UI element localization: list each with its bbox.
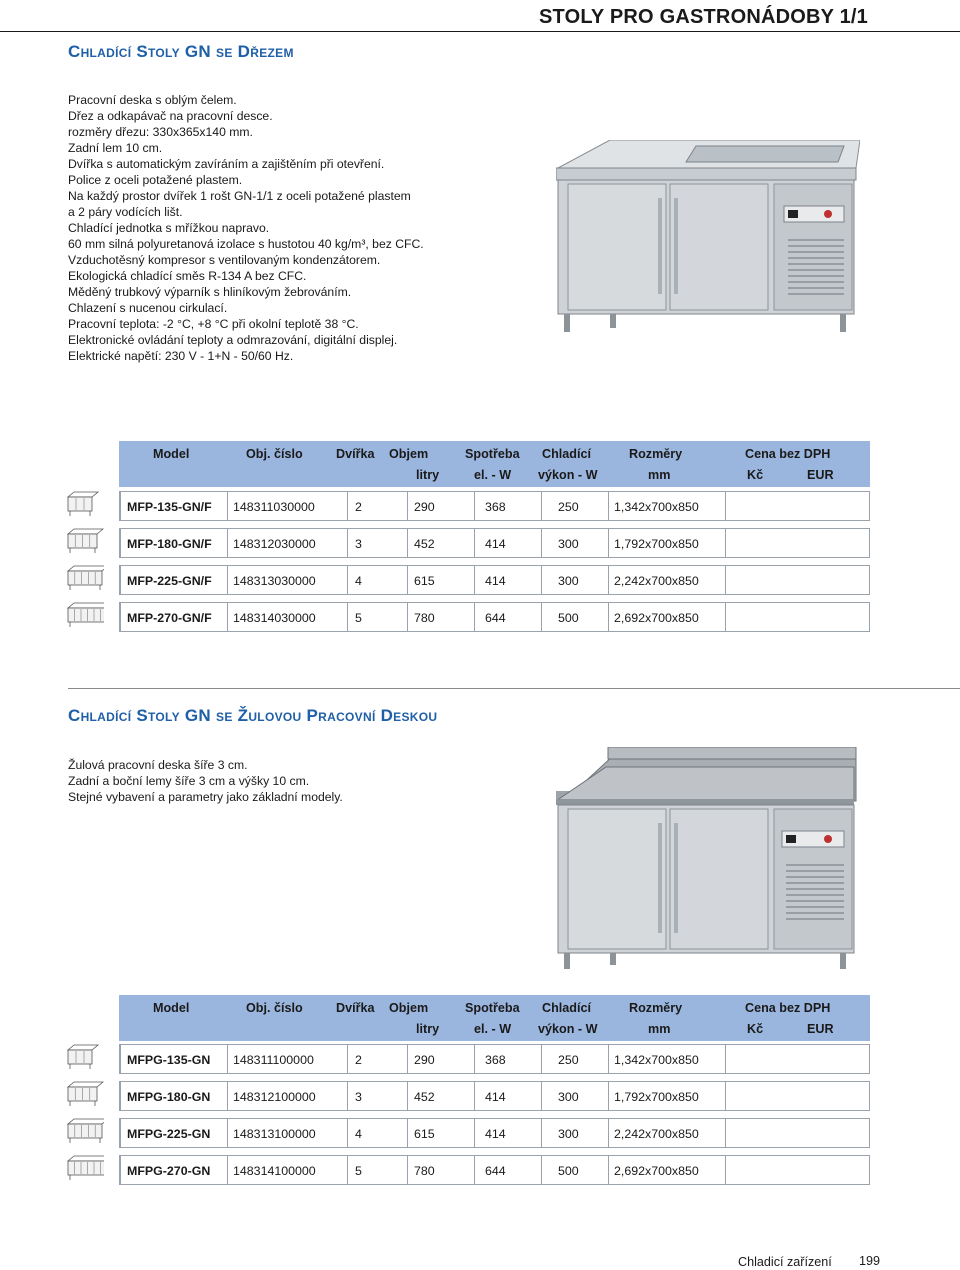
header-rule [0, 31, 960, 32]
cell-model: MFPG-225-GN [127, 1127, 211, 1141]
table-row [119, 1118, 870, 1148]
cell-divider [407, 1156, 408, 1184]
model-thumbnail-icon [66, 1116, 104, 1146]
section-divider [68, 688, 960, 689]
cell-cooling: 500 [558, 1164, 579, 1178]
column-header: Model [153, 1001, 190, 1015]
spec-line: Zadní lem 10 cm. [68, 141, 163, 155]
cell-divider [227, 566, 228, 594]
cell-divider [227, 1156, 228, 1184]
page-number: 199 [859, 1254, 881, 1268]
model-thumbnail-icon [66, 526, 104, 556]
cell-divider [608, 1082, 609, 1110]
column-header: Dvířka [336, 447, 375, 461]
cell-cooling: 300 [558, 1127, 579, 1141]
cell-model: MFP-225-GN/F [127, 574, 212, 588]
spec-line: Dvířka s automatickým zavíráním a zajištěním při otevření. [68, 157, 385, 171]
cell-model: MFP-270-GN/F [127, 611, 212, 625]
table-row [119, 565, 870, 595]
cell-divider [608, 492, 609, 520]
cell-cooling: 250 [558, 500, 579, 514]
cell-divider [227, 1045, 228, 1073]
table-row [119, 491, 870, 521]
cell-divider [227, 1082, 228, 1110]
spec-line: Chladící jednotka s mřížkou napravo. [68, 221, 270, 235]
model-thumbnail-icon [66, 1042, 104, 1072]
column-header: Rozměry [629, 1001, 683, 1015]
cell-doors: 2 [355, 1053, 362, 1067]
cell-code: 148312100000 [233, 1090, 316, 1104]
table-row [119, 602, 870, 632]
cell-divider [474, 529, 475, 557]
cell-divider [347, 1119, 348, 1147]
cell-volume: 780 [414, 1164, 435, 1178]
cell-divider [407, 566, 408, 594]
cell-dims: 2,692x700x850 [614, 1164, 699, 1178]
cell-doors: 4 [355, 1127, 362, 1141]
cell-divider [608, 1119, 609, 1147]
cell-divider [407, 603, 408, 631]
cell-divider [541, 566, 542, 594]
column-subheader: Kč [747, 1022, 764, 1036]
table-header-granite-tables [119, 995, 870, 1041]
column-header: Spotřeba [465, 1001, 520, 1015]
cell-power: 368 [485, 1053, 506, 1067]
table-row [119, 1081, 870, 1111]
cell-divider [347, 529, 348, 557]
cell-dims: 1,342x700x850 [614, 1053, 699, 1067]
cell-model: MFPG-270-GN [127, 1164, 211, 1178]
table-row [119, 528, 870, 558]
cell-divider [608, 603, 609, 631]
table-row [119, 1044, 870, 1074]
cell-power: 644 [485, 611, 506, 625]
cell-divider [347, 566, 348, 594]
cell-divider [347, 1156, 348, 1184]
cell-divider [725, 529, 726, 557]
cell-divider [474, 1119, 475, 1147]
column-header: Cena bez DPH [745, 1001, 831, 1015]
spec-line: Stejné vybavení a parametry jako základní modely. [68, 790, 343, 804]
cell-divider [608, 1156, 609, 1184]
section-title-granite-tables: Chladící Stoly GN se Žulovou Pracovní Deskou [68, 706, 438, 725]
cell-divider [541, 1156, 542, 1184]
cell-divider [541, 492, 542, 520]
cell-volume: 452 [414, 1090, 435, 1104]
spec-line: Elektronické ovládání teploty a odmrazování, digitální displej. [68, 333, 398, 347]
cell-cooling: 250 [558, 1053, 579, 1067]
column-header: Model [153, 447, 190, 461]
cell-divider [541, 1045, 542, 1073]
column-subheader: litry [416, 468, 440, 482]
cell-model: MFP-180-GN/F [127, 537, 212, 551]
cell-model: MFPG-135-GN [127, 1053, 211, 1067]
cell-volume: 290 [414, 1053, 435, 1067]
column-header: Chladící [542, 447, 591, 461]
cell-power: 644 [485, 1164, 506, 1178]
cell-divider [541, 1082, 542, 1110]
column-header: Obj. číslo [246, 447, 303, 461]
cell-divider [474, 1045, 475, 1073]
cell-divider [474, 492, 475, 520]
cell-divider [407, 1082, 408, 1110]
cell-divider [407, 1045, 408, 1073]
cell-volume: 615 [414, 574, 435, 588]
cell-divider [227, 1119, 228, 1147]
cell-code: 148312030000 [233, 537, 316, 551]
spec-line: Dřez a odkapávač na pracovní desce. [68, 109, 273, 123]
cell-divider [227, 529, 228, 557]
column-header: Chladící [542, 1001, 591, 1015]
product-image-granite-table [556, 747, 858, 970]
cell-divider [725, 603, 726, 631]
spec-line: Vzduchotěsný kompresor s ventilovaným kondenzátorem. [68, 253, 381, 267]
cell-divider [541, 603, 542, 631]
spec-line: a 2 páry vodících lišt. [68, 205, 183, 219]
cell-volume: 452 [414, 537, 435, 551]
spec-line: Pracovní deska s oblým čelem. [68, 93, 237, 107]
spec-line: Žulová pracovní deska šíře 3 cm. [68, 758, 248, 772]
cell-doors: 5 [355, 1164, 362, 1178]
spec-line: Police z oceli potažené plastem. [68, 173, 243, 187]
cell-divider [227, 603, 228, 631]
cell-volume: 780 [414, 611, 435, 625]
cell-power: 414 [485, 574, 506, 588]
cell-cooling: 300 [558, 574, 579, 588]
table-header-sink-tables [119, 441, 870, 487]
cell-cooling: 300 [558, 1090, 579, 1104]
cell-divider [474, 566, 475, 594]
cell-cooling: 300 [558, 537, 579, 551]
cell-dims: 2,692x700x850 [614, 611, 699, 625]
cell-divider [347, 1045, 348, 1073]
table-row [119, 1155, 870, 1185]
spec-line: Pracovní teplota: -2 °C, +8 °C při okolní teplotě 38 °C. [68, 317, 359, 331]
cell-divider [725, 492, 726, 520]
column-subheader: výkon - W [538, 468, 598, 482]
cell-divider [474, 1082, 475, 1110]
column-subheader: mm [648, 1022, 671, 1036]
cell-divider [725, 1045, 726, 1073]
cell-doors: 5 [355, 611, 362, 625]
cell-divider [541, 529, 542, 557]
cell-divider [474, 603, 475, 631]
cell-model: MFPG-180-GN [127, 1090, 211, 1104]
cell-model: MFP-135-GN/F [127, 500, 212, 514]
cell-doors: 3 [355, 1090, 362, 1104]
spec-line: rozměry dřezu: 330x365x140 mm. [68, 125, 253, 139]
cell-divider [725, 1156, 726, 1184]
cell-code: 148314100000 [233, 1164, 316, 1178]
spec-line: Elektrické napětí: 230 V - 1+N - 50/60 Hz. [68, 349, 294, 363]
spec-line: Chlazení s nucenou cirkulací. [68, 301, 228, 315]
cell-divider [347, 492, 348, 520]
cell-power: 414 [485, 1127, 506, 1141]
cell-divider [407, 492, 408, 520]
model-thumbnail-icon [66, 1153, 104, 1183]
cell-dims: 1,792x700x850 [614, 1090, 699, 1104]
column-subheader: výkon - W [538, 1022, 598, 1036]
column-header: Dvířka [336, 1001, 375, 1015]
cell-divider [541, 1119, 542, 1147]
page-header [0, 0, 960, 32]
cell-doors: 4 [355, 574, 362, 588]
column-subheader: litry [416, 1022, 440, 1036]
model-thumbnail-icon [66, 489, 104, 519]
cell-code: 148313100000 [233, 1127, 316, 1141]
column-subheader: Kč [747, 468, 764, 482]
page-header-title: STOLY PRO GASTRONÁDOBY 1/1 [539, 6, 868, 28]
cell-divider [608, 1045, 609, 1073]
column-header: Cena bez DPH [745, 447, 831, 461]
cell-dims: 2,242x700x850 [614, 574, 699, 588]
column-subheader: el. - W [474, 1022, 512, 1036]
spec-line: Na každý prostor dvířek 1 rošt GN-1/1 z oceli potažené plastem [68, 189, 411, 203]
column-header: Rozměry [629, 447, 683, 461]
cell-volume: 290 [414, 500, 435, 514]
product-image-sink-table [556, 140, 860, 336]
cell-power: 368 [485, 500, 506, 514]
cell-power: 414 [485, 537, 506, 551]
cell-doors: 3 [355, 537, 362, 551]
section-title-sink-tables: Chladící Stoly GN se Dřezem [68, 42, 294, 61]
column-subheader: EUR [807, 1022, 834, 1036]
column-subheader: mm [648, 468, 671, 482]
cell-divider [608, 566, 609, 594]
model-thumbnail-icon [66, 600, 104, 630]
column-subheader: EUR [807, 468, 834, 482]
cell-code: 148313030000 [233, 574, 316, 588]
cell-dims: 1,342x700x850 [614, 500, 699, 514]
spec-line: 60 mm silná polyuretanová izolace s hustotou 40 kg/m³, bez CFC. [68, 237, 424, 251]
cell-divider [725, 566, 726, 594]
cell-dims: 1,792x700x850 [614, 537, 699, 551]
cell-code: 148311030000 [233, 500, 315, 514]
spec-line: Ekologická chladící směs R-134 A bez CFC. [68, 269, 307, 283]
cell-cooling: 500 [558, 611, 579, 625]
column-header: Objem [389, 1001, 429, 1015]
cell-divider [725, 1082, 726, 1110]
column-header: Obj. číslo [246, 1001, 303, 1015]
cell-code: 148314030000 [233, 611, 316, 625]
cell-divider [347, 603, 348, 631]
cell-divider [407, 529, 408, 557]
model-thumbnail-icon [66, 563, 104, 593]
cell-doors: 2 [355, 500, 362, 514]
spec-line: Měděný trubkový výparník s hliníkovým žebrováním. [68, 285, 352, 299]
cell-divider [227, 492, 228, 520]
cell-code: 148311100000 [233, 1053, 314, 1067]
cell-divider [725, 1119, 726, 1147]
spec-line: Zadní a boční lemy šíře 3 cm a výšky 10 cm. [68, 774, 310, 788]
cell-divider [608, 529, 609, 557]
column-header: Objem [389, 447, 429, 461]
cell-dims: 2,242x700x850 [614, 1127, 699, 1141]
spec-list-sink-tables [68, 92, 424, 364]
spec-list-granite-tables [68, 757, 343, 805]
cell-divider [474, 1156, 475, 1184]
footer-category: Chladicí zařízení [738, 1255, 832, 1269]
cell-divider [347, 1082, 348, 1110]
column-subheader: el. - W [474, 468, 512, 482]
cell-power: 414 [485, 1090, 506, 1104]
column-header: Spotřeba [465, 447, 520, 461]
cell-divider [407, 1119, 408, 1147]
model-thumbnail-icon [66, 1079, 104, 1109]
cell-volume: 615 [414, 1127, 435, 1141]
